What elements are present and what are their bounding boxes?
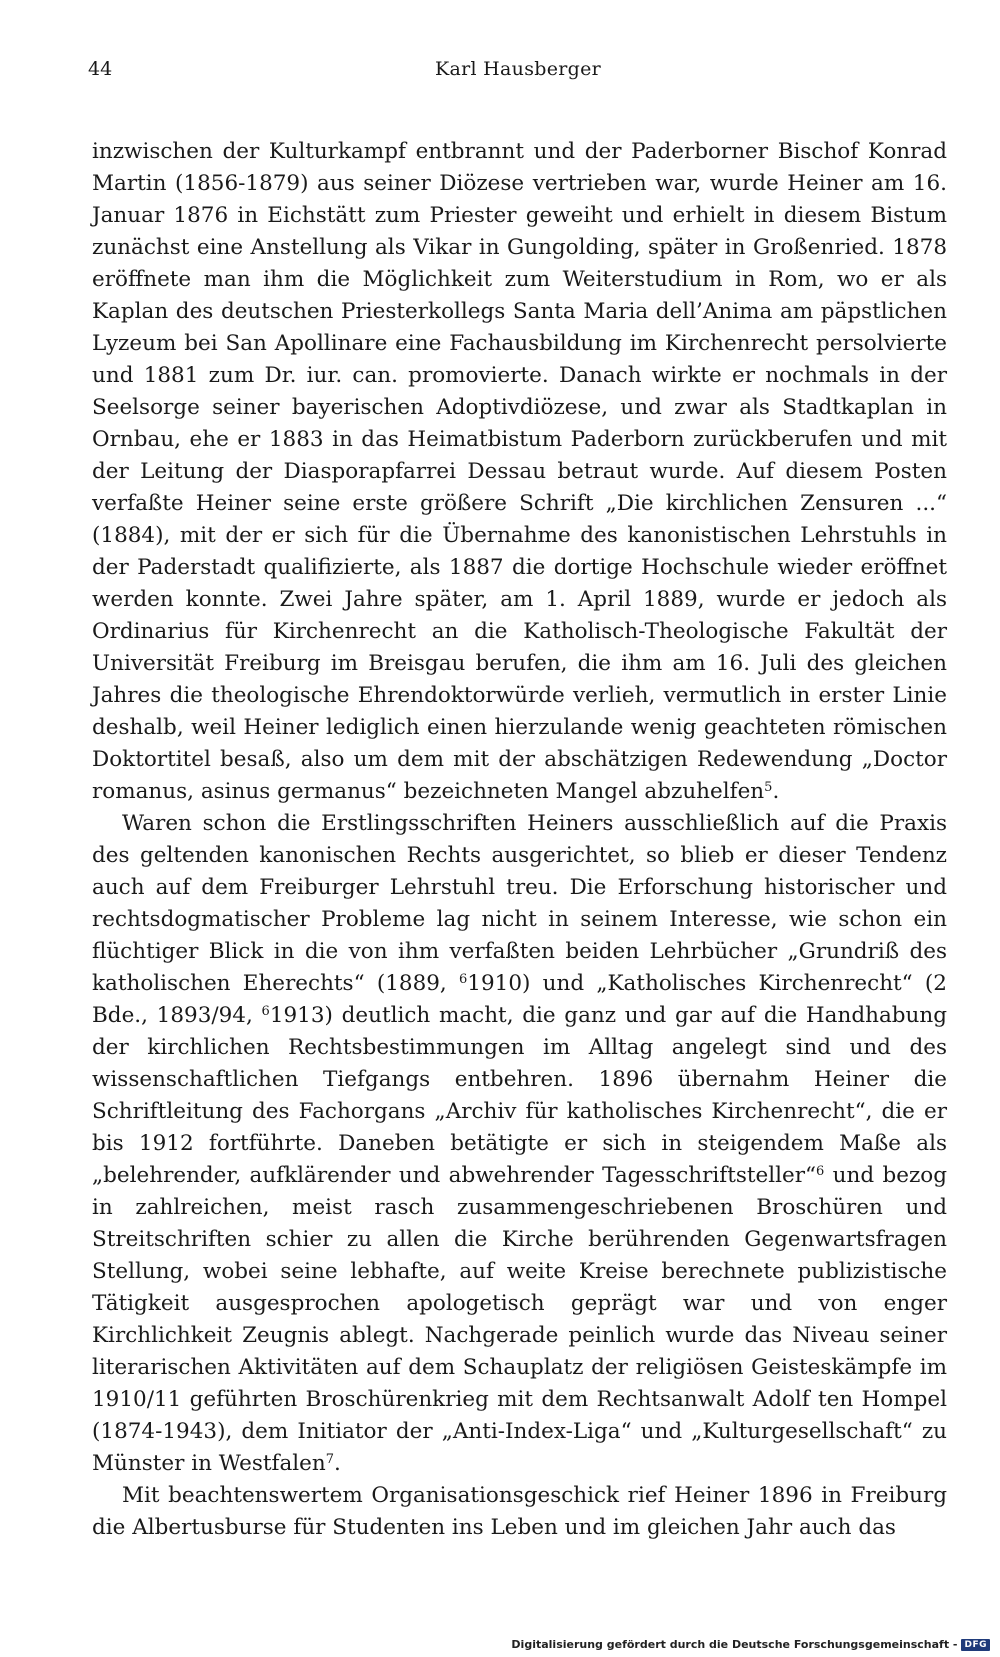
paragraph-text: und bezog in zahlreichen, meist rasch zusammengeschriebenen Broschüren und Streitschriften schier zu allen die Kirche berührenden Gegenwartsfragen Stellung, wobei seine lebhafte, auf weite Kreise berechnete publizistische Tätigkeit ausgesprochen apologetisch geprägt war und von enger Kirchlichkeit Zeugnis ablegt. Nachgerade peinlich wurde das Niveau seiner literarischen Aktivitäten auf dem Schauplatz der religiösen Geisteskämpfe im 1910/11 geführten Broschürenkrieg mit dem Rechtsanwalt Adolf ten Hompel (1874-1943), dem Initiator der „Anti-Index-Liga“ und „Kulturgesellschaft“ zu Münster in Westfalen <box>92 1163 947 1476</box>
credit-text: Digitalisierung gefördert durch die Deutsche Forschungsgemeinschaft - <box>511 1638 958 1651</box>
page-header <box>88 58 948 88</box>
paragraph-3 <box>92 1480 947 1544</box>
paragraph-text: 1913) deutlich macht, die ganz und gar auf die Handhabung der kirchlichen Rechtsbestimmungen im Alltag angelegt sind und des wissenschaftlichen Tiefgangs entbehren. 1896 übernahm Heiner die Schriftleitung des Fachorgans „Archiv für katholisches Kirchenrecht“, die er bis 1912 fortführte. Daneben betätigte er sich in steigendem Maße als „belehrender, aufklärender und abwehrender Tagesschriftsteller“ <box>92 1003 947 1188</box>
page-number: 44 <box>88 58 113 80</box>
dfg-logo-icon: DFG <box>961 1639 990 1651</box>
footnote-marker: 6 <box>816 1164 825 1179</box>
digitization-credit <box>511 1638 990 1651</box>
edition-marker: 6 <box>261 1004 270 1019</box>
footnote-marker: 7 <box>325 1452 335 1467</box>
paragraph-1: inzwischen der Kulturkampf entbrannt und der Paderborner Bischof Konrad Martin (1856-1879) aus seiner Diözese vertrieben war, wurde Heiner am 16. Januar 1876 in Eichstätt zum Priester geweiht und erhielt in diesem Bistum zunächst eine Anstellung als Vikar in Gungolding, später in Großenried. 1878 eröffnete man ihm die Möglichkeit zum Weiterstudium in Rom, wo er als Kaplan des deutschen Priesterkollegs Santa Maria dell’Anima am päpstlichen Lyzeum bei San Apollinare eine Fachausbildung im Kirchenrecht persolvierte und 1881 zum Dr. iur. can. promovierte. Danach wirkte er nochmals in der Seelsorge seiner bayerischen Adoptivdiözese, und zwar als Stadtkaplan in Ornbau, ehe er 1883 in das Heimatbistum Paderborn zurückberufen und mit der Leitung der Diasporapfarrei Dessau betraut wurde. Auf diesem Posten verfaßte Heiner seine erste größere Schrift „Die kirchlichen Zensuren ...“ (1884), mit der er sich für die Übernahme des kanonistischen Lehrstuhls in der Paderstadt qualifizierte, als 1887 die dortige Hochschule wieder eröffnet werden konnte. Zwei Jahre später, am 1. April 1889, wurde er jedoch als Ordinarius für Kirchenrecht an die Katholisch-Theologische Fakultät der Universität Freiburg im Breisgau berufen, die ihm am 16. Juli des gleichen Jahres die theologische Ehrendoktorwürde verlieh, vermutlich in erster Linie deshalb, weil Heiner lediglich einen hierzulande wenig geachteten römischen Doktortitel besaß, also um dem mit der abschätzigen Redewendung „Doctor romanus, asinus germanus“ bezeichneten Mangel abzuhelfen$^5$. <box>92 139 947 804</box>
paragraph-text: Waren schon die Erstlingsschriften Heiners ausschließlich auf die Praxis des geltenden kanonischen Rechts ausgerichtet, so blieb er dieser Tendenz auch auf dem Freiburger Lehrstuhl treu. Die Erforschung historischer und rechtsdogmatischer Probleme lag nicht in seinem Interesse, wie schon ein flüchtiger Blick in die von ihm verfaßten beiden Lehrbücher „Grundriß des katholischen Eherechts“ (1889, <box>92 811 947 996</box>
running-head: Karl Hausberger <box>434 58 602 80</box>
body-text <box>92 136 947 1544</box>
paragraph-text: inzwischen der Kulturkampf entbrannt und der Paderborner Bischof Konrad Martin (1856-1879) aus seiner Diözese vertrieben war, wurde Heiner am 16. Januar 1876 in Eichstätt zum Priester geweiht und erhielt in diesem Bistum zunächst eine Anstellung als Vikar in Gungolding, später in Großenried. 1878 eröffnete man ihm die Möglichkeit zum Weiterstudium in Rom, wo er als Kaplan des deutschen Priesterkollegs Santa Maria dell’Anima am päpstlichen Lyzeum bei San Apollinare eine Fachausbildung im Kirchenrecht persolvierte und 1881 zum Dr. iur. can. promovierte. Danach wirkte er nochmals in der Seelsorge seiner bayerischen Adoptivdiözese, und zwar als Stadtkaplan in Ornbau, ehe er 1883 in das Heimatbistum Paderborn zurückberufen und mit der Leitung der Diasporapfarrei Dessau betraut wurde. Auf diesem Posten verfaßte Heiner seine erste größere Schrift „Die kirchlichen Zensuren ...“ (1884), mit der er sich für die Übernahme des kanonistischen Lehrstuhls in der Paderstadt qualifizierte, als 1887 die dortige Hochschule wieder eröffnet werden konnte. Zwei Jahre später, am 1. April 1889, wurde er jedoch als Ordinarius für Kirchenrecht an die Katholisch-Theologische Fakultät der Universität Freiburg im Breisgau berufen, die ihm am 16. Juli des gleichen Jahres die theologische Ehrendoktorwürde verlieh, vermutlich in erster Linie deshalb, weil Heiner lediglich einen hierzulande wenig geachteten römischen Doktortitel besaß, also um dem mit der abschätzigen Redewendung „Doctor romanus, asinus germanus“ bezeichneten Mangel abzuhelfen <box>92 139 947 804</box>
paragraph-text: 1910) und „Katholisches Kirchenrecht“ (2 Bde., 1893/94, <box>92 971 947 1028</box>
paragraph-text: Mit beachtenswertem Organisationsgeschick rief Heiner 1896 in Freiburg die Albertusburse für Studenten ins Leben und im gleichen Jahr auch das <box>92 1483 947 1540</box>
paragraph-2: Waren schon die Erstlingsschriften Heiners ausschließlich auf die Praxis des geltenden kanonischen Rechts ausgerichtet, so blieb er dieser Tendenz auch auf dem Freiburger Lehrstuhl treu. Die Erforschung historischer und rechtsdogmatischer Probleme lag nicht in seinem Interesse, wie schon ein flüchtiger Blick in die von ihm verfaßten beiden Lehrbücher „Grundriß des katholischen Eherechts“ (1889, $^6$1910) und „Katholisches Kirchenrecht“ (2 Bde., 1893/94, $^6$1913) deutlich macht, die ganz und gar auf die Handhabung der kirchlichen Rechtsbestimmungen im Alltag angelegt sind und des wissenschaftlichen Tiefgangs entbehren. 1896 übernahm Heiner die Schriftleitung des Fachorgans „Archiv für katholisches Kirchenrecht“, die er bis 1912 fortführte. Daneben betätigte er sich in steigendem Maße als „belehrender, aufklärender und abwehrender Tagesschriftsteller“$^6$ und bezog in zahlreichen, meist rasch zusammengeschriebenen Broschüren und Streitschriften schier zu allen die Kirche berührenden Gegenwartsfragen Stellung, wobei seine lebhafte, auf weite Kreise berechnete publizistische Tätigkeit ausgesprochen apologetisch geprägt war und von enger Kirchlichkeit Zeugnis ablegt. Nachgerade peinlich wurde das Niveau seiner literarischen Aktivitäten auf dem Schauplatz der religiösen Geisteskämpfe im 1910/11 geführten Broschürenkrieg mit dem Rechtsanwalt Adolf ten Hompel (1874-1943), dem Initiator der „Anti-Index-Liga“ und „Kulturgesellschaft“ zu Münster in Westfalen$^7$. <box>92 811 947 1476</box>
edition-marker: 6 <box>459 972 468 987</box>
footnote-marker: 5 <box>764 780 773 795</box>
